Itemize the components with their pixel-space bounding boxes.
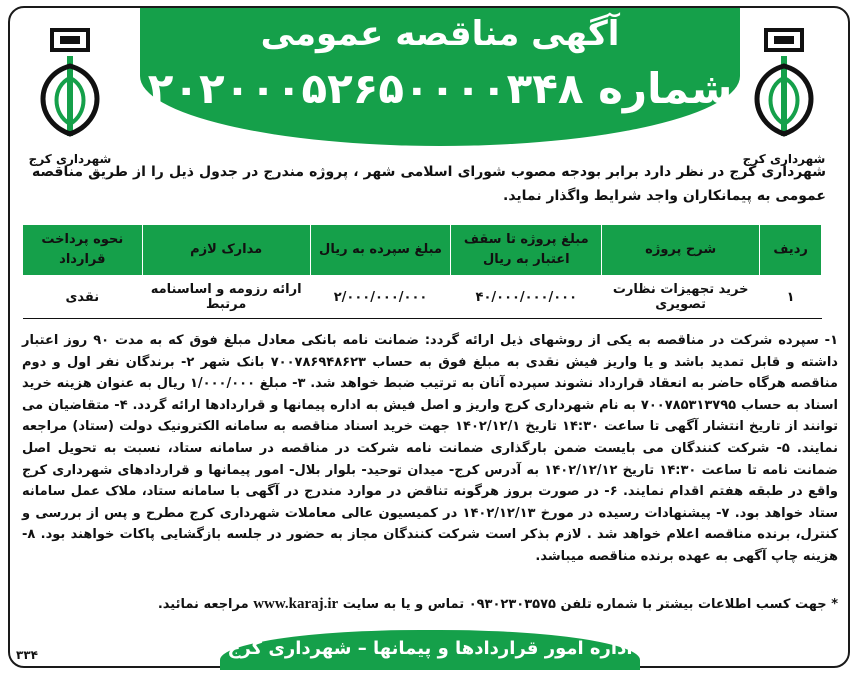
header-deposit: مبلغ سپرده به ریال xyxy=(310,225,451,276)
footer-text: اداره امور قراردادها و پیمانها – شهرداری کرج xyxy=(227,638,633,659)
project-table xyxy=(22,224,822,319)
cell-row-number: ۱ xyxy=(760,276,822,319)
page-code: ۳۳۴ xyxy=(16,648,38,662)
logo-caption: شهرداری کرج xyxy=(742,152,826,166)
header-project-desc: شرح پروژه xyxy=(602,225,760,276)
notice-number: شماره ۲۰۲۰۰۰۵۲۶۵۰۰۰۰۳۴۸ xyxy=(147,64,733,113)
logo-caption: شهرداری کرج xyxy=(28,152,112,166)
header-required-docs: مدارک لازم xyxy=(142,225,310,276)
emblem-icon xyxy=(738,26,830,146)
table-header-row xyxy=(23,225,822,276)
cell-payment-method: نقدی xyxy=(23,276,143,319)
emblem-icon xyxy=(24,26,116,146)
notice-title: آگهی مناقصه عمومی xyxy=(260,14,620,54)
logo-left xyxy=(24,26,116,166)
header-row-number: ردیف xyxy=(760,225,822,276)
header-project-amount: مبلغ پروژه تا سقف اعتبار به ریال xyxy=(451,225,602,276)
table-row xyxy=(23,276,822,319)
cell-required-docs: ارائه رزومه و اساسنامه مرتبط xyxy=(142,276,310,319)
contact-line xyxy=(22,596,838,613)
cell-project-amount: ۴۰/۰۰۰/۰۰۰/۰۰۰ xyxy=(451,276,602,319)
contact-suffix: مراجعه نمائید. xyxy=(157,597,249,612)
header-payment-method: نحوه پرداخت قرارداد xyxy=(23,225,143,276)
cell-project-desc: خرید تجهیزات نظارت تصویری xyxy=(602,276,760,319)
conditions-paragraph: ۱- سپرده شرکت در مناقصه به یکی از روشهای ذیل ارائه گردد: ضمانت نامه بانکی معادل مبلغ فوق که به مدت ۹۰ روز اعتبار داشته و قابل تمدید باشد و یا واریز فیش نقدی به مبلغ فوق به حساب ۷۰۰۷۸۶۹۴۸۶۲۳ بانک شهر ۲- برندگان نفر اول و دوم مناقصه هرگاه حاضر به انعقاد قرارداد نشوند سپرده آنان به ترتیب ضبط خواهد شد. ۳- مبلغ ۱/۰۰۰/۰۰۰ ریال به عنوان هزینه خرید اسناد به حساب ۷۰۰۷۸۵۳۱۳۷۹۵ به نام شهرداری کرج واریز و اصل فیش به اداره پیمانها و قراردادها ارائه گردد. ۴- متقاضیان می توانند از تاریخ انتشار آگهی تا ساعت ۱۴:۳۰ تاریخ ۱۴۰۲/۱۲/۱ جهت خرید اسناد مناقصه به سامانه الکترونیک دولت (ستاد) مراجعه نمایند. ۵- شرکت کنندگان می بایست ضمن بارگذاری ضمانت نامه شرکت در مناقصه در سامانه ستاد، نسبت به تحویل اصل ضمانت نامه تا ساعت ۱۴:۳۰ تاریخ ۱۴۰۲/۱۲/۱۲ به آدرس کرج- میدان توحید- بلوار بلال- امور پیمانها و قراردادهای شهرداری کرج واقع در طبقه هفتم اقدام نمایند. ۶- در صورت بروز هرگونه تناقض در موارد مندرج در آگهی با سامانه ستاد، ملاک عمل سامانه ستاد خواهد بود. ۷- پیشنهادات رسیده در مورخ ۱۴۰۲/۱۲/۱۳ در کمیسیون عالی معاملات شهرداری کرج مطرح و پس از بررسی و کنترل، برنده مناقصه اعلام خواهد شد . لازم بذکر است شرکت کنندگان مجاز به حضور در جلسه بازگشایی پاکات خواهند بود. ۸- هزینه چاپ آگهی به عهده برنده مناقصه میباشد. xyxy=(22,333,839,564)
logo-right xyxy=(738,26,830,166)
intro-paragraph: شهرداری کرج در نظر دارد برابر بودجه مصوب شورای اسلامی شهر ، پروژه مندرج در جدول ذیل را از طریق مناقصه عمومی به پیمانکاران واجد شرایط واگذار نماید. xyxy=(32,164,826,204)
cell-deposit: ۲/۰۰۰/۰۰۰/۰۰۰ xyxy=(310,276,451,319)
contact-prefix: * جهت کسب اطلاعات بیشتر با شماره تلفن ۰۹۳۰۲۳۰۳۵۷۵ تماس و یا به سایت xyxy=(342,597,838,612)
website-link[interactable]: www.karaj.ir xyxy=(253,596,339,612)
